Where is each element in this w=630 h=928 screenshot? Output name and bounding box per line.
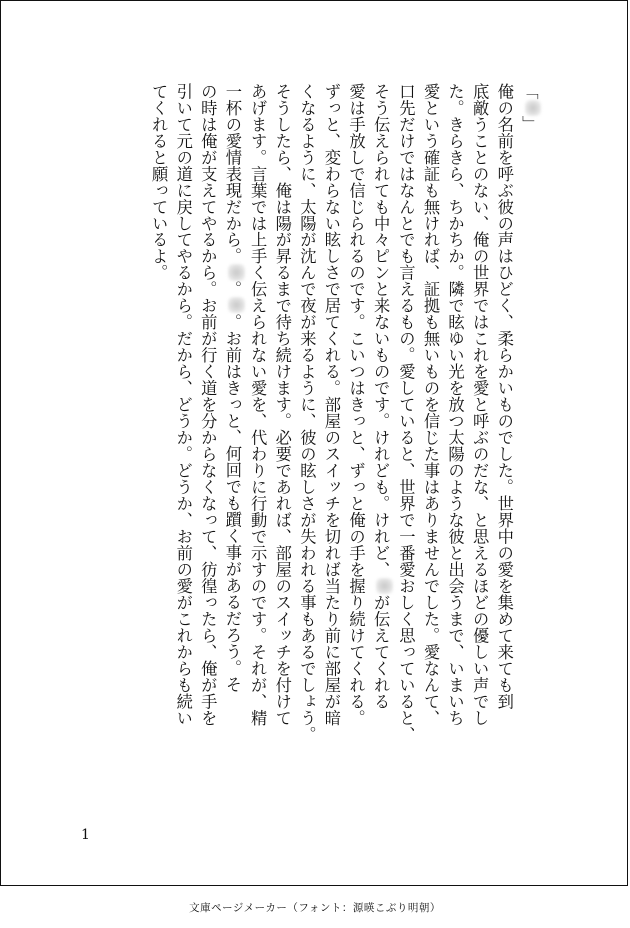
text-segment: てくれると願っているよ。	[149, 83, 169, 281]
text-segment: 愛という確証も無ければ、証拠も無いものを信じた事はありませんでした。愛なんて、	[420, 83, 440, 727]
text-segment: が伝えてくれる	[371, 594, 391, 710]
text-line	[368, 83, 393, 823]
text-line	[467, 83, 492, 823]
text-line	[269, 83, 294, 823]
text-segment: そうしたら、俺は陽が昇るまで待ち続けます。必要であれば、部屋のスイッチを付けて	[272, 83, 292, 727]
text-segment: 「	[519, 83, 539, 100]
text-line	[294, 83, 319, 823]
text-line	[393, 83, 418, 823]
text-line	[516, 83, 541, 823]
text-segment: 口先だけではなんとでも言えるもの。愛していると、世界で一番愛おしく思っていると、	[396, 83, 416, 743]
text-line	[417, 83, 442, 823]
text-segment: の時は俺が支えてやるから。お前が行く道を分からなくなって、彷徨ったら、俺が手を	[198, 83, 218, 727]
text-line	[195, 83, 220, 823]
text-segment: 」	[519, 115, 539, 133]
text-segment: 一杯の愛情表現だから。	[222, 83, 242, 265]
text-segment: そう伝えられても中々ピンと来ないものです。けれども。けれど、	[371, 83, 391, 578]
text-segment: 。	[222, 280, 242, 298]
text-line	[219, 83, 244, 823]
text-segment: 底敵うことのない、俺の世界ではこれを愛と呼ぶのだな、と思えるほどの優しい声でし	[470, 83, 490, 727]
vertical-text-body	[146, 83, 541, 823]
text-segment: 愛は手放しで信じられるのです。こいつはきっと、ずっと俺の手を握り続けてくれる。	[346, 83, 366, 727]
footer-credit: 文庫ページメーカー（フォント：源暎こぶり明朝）	[189, 902, 441, 914]
text-line	[245, 83, 270, 823]
text-line	[318, 83, 343, 823]
redacted-name-mark	[376, 578, 392, 594]
redacted-name-mark	[525, 100, 541, 116]
text-segment: 。お前はきっと、何回でも躓く事があるだろう。そ	[222, 313, 242, 693]
page-number: 1	[81, 827, 90, 843]
redacted-name-mark	[228, 297, 244, 313]
text-line	[170, 83, 195, 823]
text-line	[343, 83, 368, 823]
text-segment: 引いて元の道に戻してやるから。だから、どうか。どうか、お前の愛がこれからも続い	[173, 83, 193, 727]
text-line	[491, 83, 516, 823]
text-segment: あげます。言葉では上手く伝えられない愛を、代わりに行動で示すのです。それが、精	[248, 83, 268, 727]
text-segment: 俺の名前を呼ぶ彼の声はひどく、柔らかいものでした。世界中の愛を集めて来ても到	[494, 83, 514, 710]
text-segment: た。きらきら、ちかちか。隣で眩ゆい光を放つ太陽のような彼と出会うまで、いまいち	[445, 83, 465, 727]
text-line	[442, 83, 467, 823]
text-segment: くなるように、太陽が沈んで夜が来るように、彼の眩しさが失われる事もあるでしょう。	[297, 83, 317, 743]
text-line	[146, 83, 171, 823]
text-segment: ずっと、変わらない眩しさで居てくれる。部屋のスイッチを切れば当たり前に部屋が暗	[321, 83, 341, 727]
redacted-name-mark	[228, 264, 244, 280]
